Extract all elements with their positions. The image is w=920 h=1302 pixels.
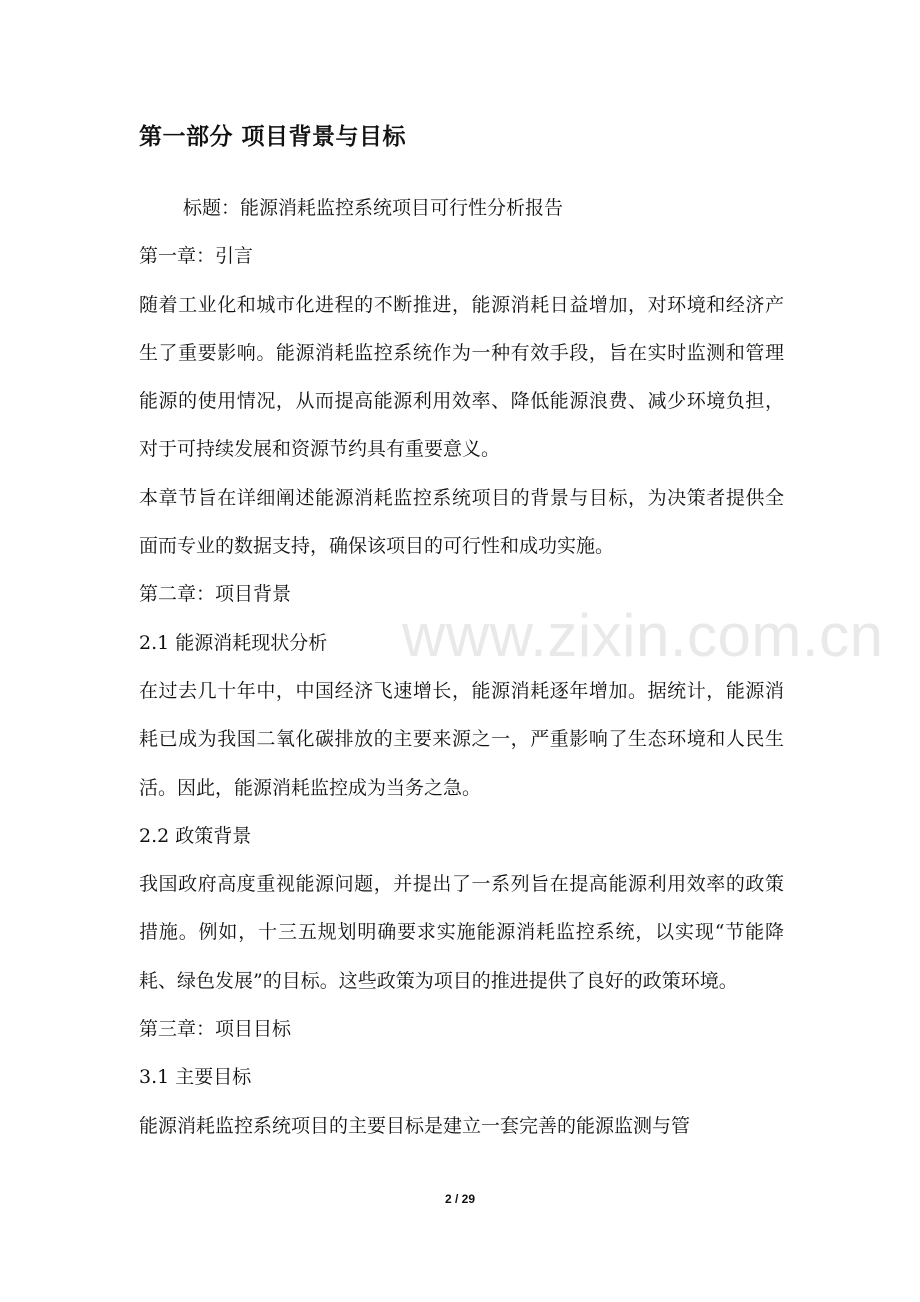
chapter-1-heading: 第一章：引言 (139, 245, 254, 268)
paragraph-chapter-purpose: 本章节旨在详细阐述能源消耗监控系统项目的背景与目标，为决策者提供全面而专业的数据支持，确保该项目的可行性和成功实施。 (139, 486, 784, 558)
document-body (139, 184, 784, 1150)
report-title: 标题：能源消耗监控系统项目可行性分析报告 (183, 197, 564, 219)
section-2-1-heading: 2.1 能源消耗现状分析 (139, 631, 328, 654)
paragraph-main-goal: 能源消耗监控系统项目的主要目标是建立一套完善的能源监测与管 (139, 1114, 691, 1137)
paragraph-consumption-status: 在过去几十年中，中国经济飞速增长，能源消耗逐年增加。据统计，能源消耗已成为我国二氧化碳排放的主要来源之一，严重影响了生态环境和人民生活。因此，能源消耗监控成为当务之急。 (139, 679, 784, 799)
chapter-2-heading: 第二章：项目背景 (139, 583, 292, 606)
paragraph-policy-background: 我国政府高度重视能源问题，并提出了一系列旨在提高能源利用效率的政策措施。例如，十三五规划明确要求实施能源消耗监控系统，以实现“节能降耗、绿色发展”的目标。这些政策为项目的推进提供了良好的政策环境。 (139, 873, 784, 992)
section-2-2-heading: 2.2 政策背景 (139, 824, 252, 847)
chapter-3-heading: 第三章：项目目标 (139, 1018, 292, 1041)
section-3-1-heading: 3.1 主要目标 (139, 1066, 252, 1089)
paragraph-introduction: 随着工业化和城市化进程的不断推进，能源消耗日益增加，对环境和经济产生了重要影响。能源消耗监控系统作为一种有效手段，旨在实时监测和管理能源的使用情况，从而提高能源利用效率、降低能源浪费、减少环境负担，对于可持续发展和资源节约具有重要意义。 (139, 293, 784, 461)
part-heading: 第一部分 项目背景与目标 (139, 124, 407, 150)
watermark: www.zixin.com.cn (402, 602, 884, 669)
page-number: 2 / 29 (444, 1192, 476, 1206)
